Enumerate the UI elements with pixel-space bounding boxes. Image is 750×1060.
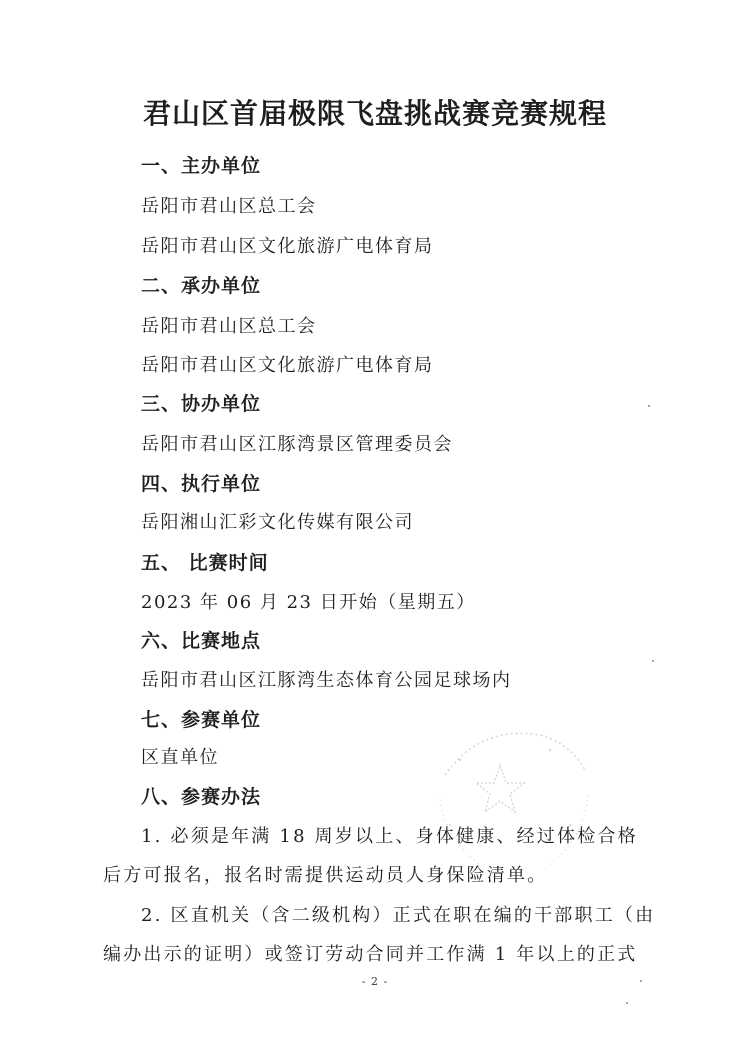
section-heading-co-organizer: 三、协办单位 [141,393,262,415]
section-heading-participants: 七、参赛单位 [141,709,262,731]
scan-speck [648,405,650,407]
document-title: 君山区首届极限飞盘挑战赛竞赛规程 [142,97,607,130]
rule-2-line-1: 2. 区直机关（含二级机构）正式在职在编的干部职工（由 [141,905,656,926]
section-heading-method: 八、参赛办法 [141,786,262,808]
host-line-2: 岳阳市君山区文化旅游广电体育局 [141,355,434,376]
organizer-line-2: 岳阳市君山区文化旅游广电体育局 [141,236,434,257]
organizer-line-1: 岳阳市君山区总工会 [141,196,317,217]
rule-2-line-2: 编办出示的证明）或签订劳动合同并工作满 1 年以上的正式 [103,944,638,965]
section-heading-time: 五、 比赛时间 [141,552,269,574]
scan-speck [652,660,654,662]
section-heading-executor: 四、执行单位 [141,473,262,495]
co-organizer-line-1: 岳阳市君山区江豚湾景区管理委员会 [141,434,453,455]
section-heading-host: 二、承办单位 [141,275,262,297]
host-line-1: 岳阳市君山区总工会 [141,316,317,337]
official-seal-stamp [420,715,600,885]
venue-line-1: 岳阳市君山区江豚湾生态体育公园足球场内 [141,670,512,691]
participants-line-1: 区直单位 [141,747,219,768]
executor-line-1: 岳阳湘山汇彩文化传媒有限公司 [141,512,414,533]
section-heading-venue: 六、比赛地点 [141,630,262,652]
scan-speck [640,980,642,982]
scan-speck [626,1002,628,1004]
rule-1-line-2: 后方可报名，报名时需提供运动员人身保险清单。 [103,865,548,886]
section-heading-organizer: 一、主办单位 [141,155,262,177]
time-line-1: 2023 年 06 月 23 日开始（星期五） [141,592,476,613]
rule-1-line-1: 1. 必须是年满 18 周岁以上、身体健康、经过体检合格 [141,826,638,847]
page-number: - 2 - [361,975,389,988]
